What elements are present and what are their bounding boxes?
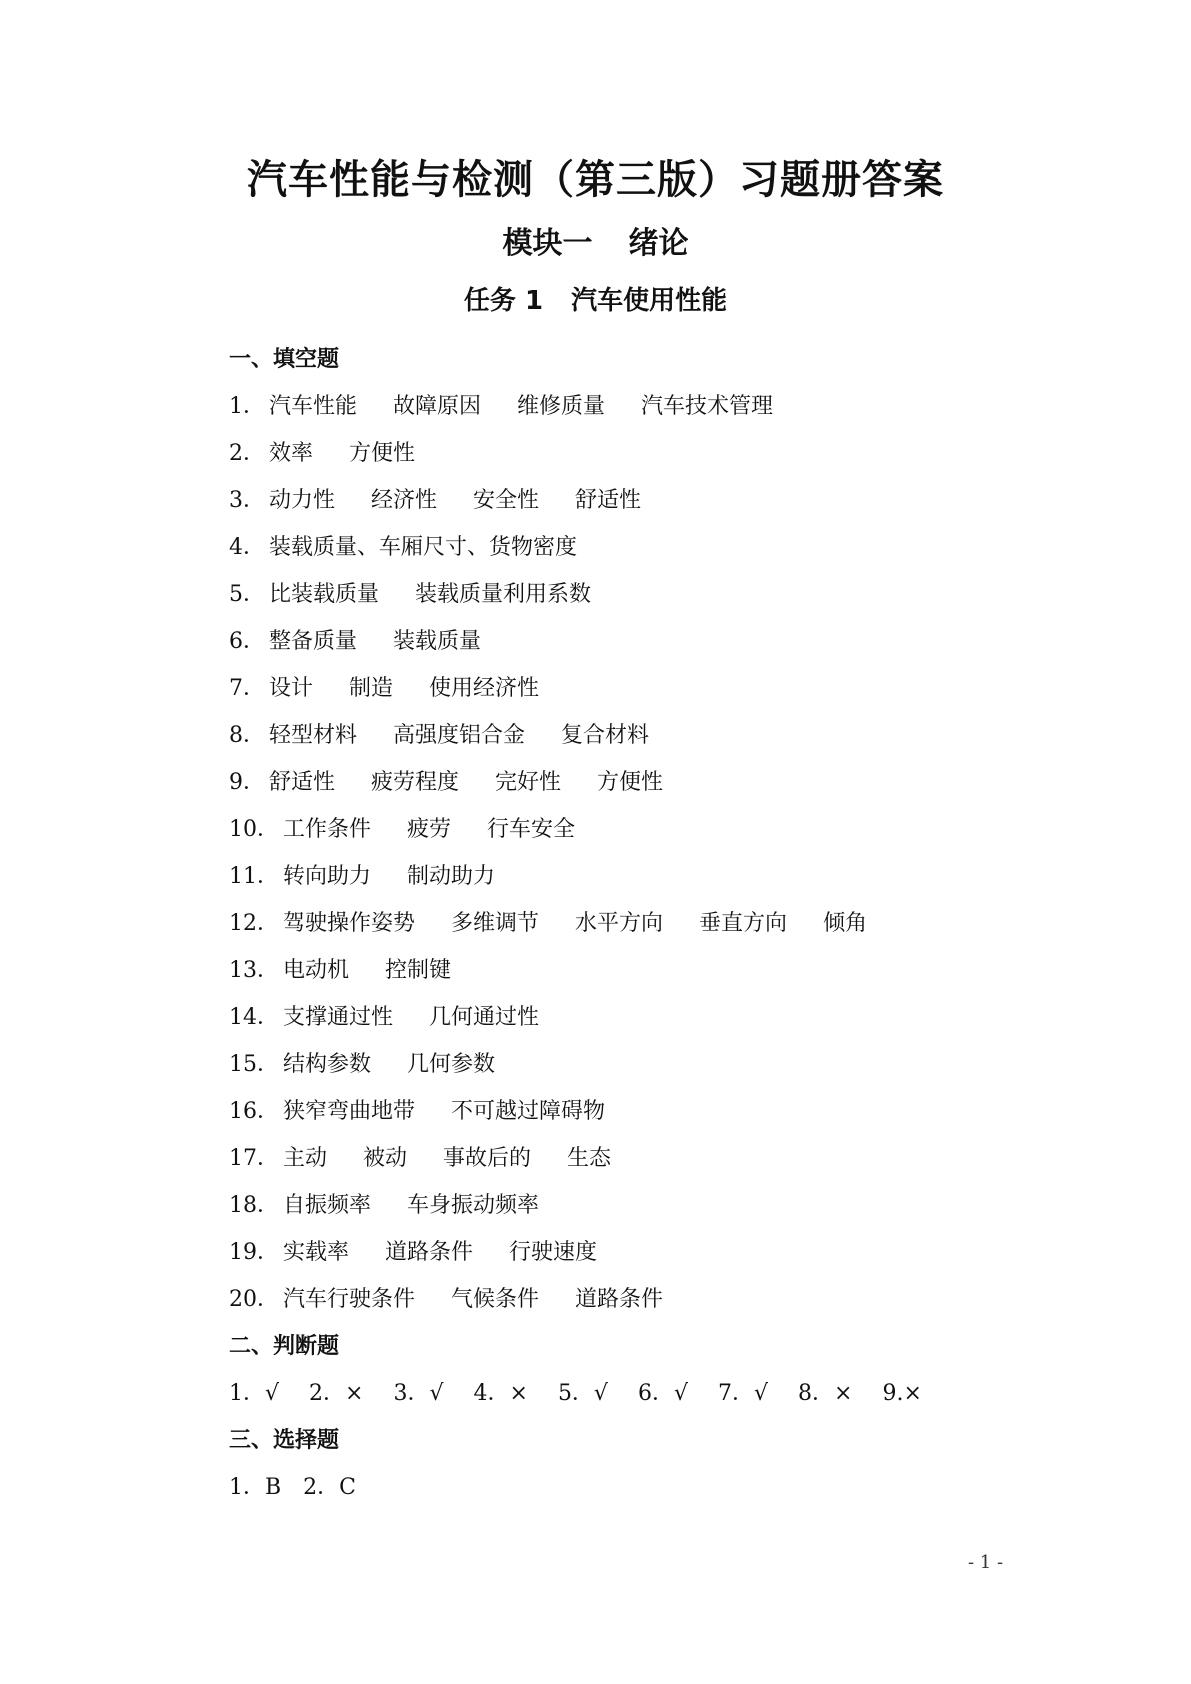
page-number: - 1 -: [968, 1552, 1004, 1573]
answer-term: 装载质量: [393, 629, 482, 654]
answer-term: 比装载质量: [269, 582, 380, 607]
item-number: 18．: [229, 1193, 279, 1218]
answer-term: 结构参数: [283, 1052, 372, 1077]
item-number: 16．: [229, 1099, 279, 1124]
answer-term: 主动: [283, 1146, 328, 1171]
fill-section-heading: 一、填空题: [229, 347, 340, 372]
answer-term: 车身振动频率: [407, 1193, 540, 1218]
item-number: 11．: [229, 864, 279, 889]
answer-term: 倾角: [823, 911, 868, 936]
answer-term: 自振频率: [283, 1193, 372, 1218]
fill-answer-item: [229, 477, 1029, 524]
judge-answer: 4．×: [473, 1381, 528, 1406]
document-title: 汽车性能与检测（第三版）习题册答案: [247, 157, 944, 203]
answer-term: 工作条件: [283, 817, 372, 842]
fill-answer-item: [229, 1182, 1029, 1229]
answer-term: 行车安全: [487, 817, 576, 842]
answer-term: 疲劳程度: [371, 770, 460, 795]
task-label: 任务 1: [463, 286, 544, 316]
fill-answer-list: [229, 383, 1029, 1323]
answer-term: 汽车技术管理: [641, 394, 774, 419]
module-label: 模块一: [502, 226, 593, 261]
fill-answer-item: [229, 571, 1029, 618]
answer-term: 复合材料: [561, 723, 650, 748]
answer-term: 道路条件: [575, 1287, 664, 1312]
fill-answer-item: [229, 665, 1029, 712]
answer-term: 垂直方向: [699, 911, 788, 936]
answer-term: 支撑通过性: [283, 1005, 394, 1030]
answer-term: 轻型材料: [269, 723, 358, 748]
fill-answer-item: [229, 947, 1029, 994]
answer-term: 故障原因: [393, 394, 482, 419]
answer-term: 效率: [269, 441, 314, 466]
item-number: 17．: [229, 1146, 279, 1171]
judge-answer: 5．√: [557, 1381, 608, 1406]
answer-term: 汽车行驶条件: [283, 1287, 416, 1312]
answer-term: 道路条件: [385, 1240, 474, 1265]
item-number: 19．: [229, 1240, 279, 1265]
item-number: 7．: [229, 676, 265, 701]
answer-term: 制动助力: [407, 864, 496, 889]
answer-term: 被动: [363, 1146, 408, 1171]
answer-term: 水平方向: [575, 911, 664, 936]
fill-answer-item: [229, 430, 1029, 477]
item-number: 6．: [229, 629, 265, 654]
answer-term: 舒适性: [269, 770, 336, 795]
answer-term: 几何通过性: [429, 1005, 540, 1030]
fill-answer-item: [229, 994, 1029, 1041]
answer-term: 控制键: [385, 958, 452, 983]
answer-term: 方便性: [597, 770, 664, 795]
answer-term: 不可越过障碍物: [451, 1099, 606, 1124]
item-number: 2．: [229, 441, 265, 466]
item-number: 8．: [229, 723, 265, 748]
answer-term: 汽车性能: [269, 394, 358, 419]
fill-answer-item: [229, 383, 1029, 430]
answer-term: 电动机: [283, 958, 350, 983]
answer-term: 驾驶操作姿势: [283, 911, 416, 936]
fill-answer-item: [229, 853, 1029, 900]
answer-content: [229, 336, 1029, 1511]
answer-term: 动力性: [269, 488, 336, 513]
fill-answer-item: [229, 1135, 1029, 1182]
item-number: 5．: [229, 582, 265, 607]
answer-term: 狭窄弯曲地带: [283, 1099, 416, 1124]
item-number: 13．: [229, 958, 279, 983]
answer-term: 方便性: [349, 441, 416, 466]
item-number: 10．: [229, 817, 279, 842]
item-number: 9．: [229, 770, 265, 795]
judge-section-heading: 二、判断题: [229, 1334, 340, 1359]
answer-term: 生态: [567, 1146, 612, 1171]
module-heading: [0, 218, 1191, 262]
item-number: 3．: [229, 488, 265, 513]
answer-term: 装载质量利用系数: [415, 582, 592, 607]
item-number: 14．: [229, 1005, 279, 1030]
fill-answer-item: [229, 806, 1029, 853]
answer-term: 高强度铝合金: [393, 723, 526, 748]
judge-answer: 8．×: [798, 1381, 853, 1406]
answer-term: 设计: [269, 676, 314, 701]
item-number: 4．: [229, 535, 265, 560]
judge-answer-line: [229, 1370, 1029, 1417]
fill-answer-item: [229, 1229, 1029, 1276]
item-number: 1．: [229, 394, 265, 419]
answer-term: 多维调节: [451, 911, 540, 936]
answer-term: 实载率: [283, 1240, 350, 1265]
fill-answer-item: [229, 759, 1029, 806]
fill-answer-item: [229, 712, 1029, 759]
answer-term: 完好性: [495, 770, 562, 795]
answer-term: 维修质量: [517, 394, 606, 419]
answer-term: 几何参数: [407, 1052, 496, 1077]
answer-term: 装载质量、车厢尺寸、货物密度: [269, 535, 578, 560]
item-number: 20．: [229, 1287, 279, 1312]
choice-section-heading: 三、选择题: [229, 1428, 340, 1453]
answer-term: 事故后的: [443, 1146, 532, 1171]
answer-term: 转向助力: [283, 864, 372, 889]
answer-term: 使用经济性: [429, 676, 540, 701]
fill-answer-item: [229, 1088, 1029, 1135]
item-number: 12．: [229, 911, 279, 936]
answer-term: 经济性: [371, 488, 438, 513]
answer-term: 安全性: [473, 488, 540, 513]
answer-term: 整备质量: [269, 629, 358, 654]
fill-answer-item: [229, 524, 1029, 571]
judge-answer: 1．√: [229, 1381, 280, 1406]
judge-answer: 7．√: [718, 1381, 769, 1406]
answer-term: 气候条件: [451, 1287, 540, 1312]
task-name: 汽车使用性能: [571, 286, 728, 316]
fill-answer-item: [229, 618, 1029, 665]
fill-answer-item: [229, 1041, 1029, 1088]
choice-answer-line: [229, 1464, 1029, 1511]
answer-term: 舒适性: [575, 488, 642, 513]
fill-answer-item: [229, 1276, 1029, 1323]
judge-answer: 3．√: [393, 1381, 444, 1406]
fill-answer-item: [229, 900, 1029, 947]
item-number: 15．: [229, 1052, 279, 1077]
answer-term: 疲劳: [407, 817, 452, 842]
choice-answer: 1．B: [229, 1475, 282, 1500]
answer-term: 行驶速度: [509, 1240, 598, 1265]
judge-answer: 2．×: [309, 1381, 364, 1406]
task-heading: [0, 280, 1191, 317]
judge-answer: 6．√: [637, 1381, 688, 1406]
module-name: 绪论: [628, 226, 689, 261]
judge-answer: 9.×: [882, 1381, 922, 1406]
answer-term: 制造: [349, 676, 394, 701]
choice-answer: 2．C: [303, 1475, 357, 1500]
